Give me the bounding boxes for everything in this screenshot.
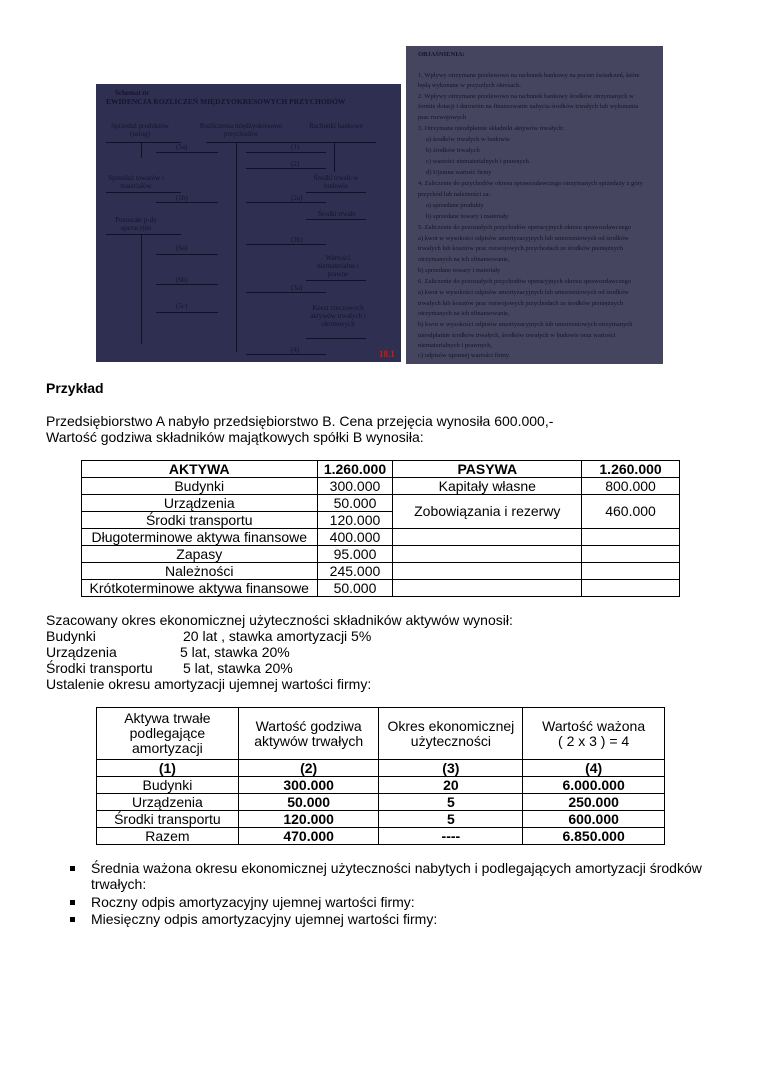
weighted-table [96, 707, 665, 845]
schema-arrow [156, 202, 218, 203]
column-number: (1) [97, 760, 239, 777]
explanations-line: c) wartości niematerialnych i prawnych [426, 158, 529, 165]
schema-line [141, 234, 142, 344]
bullet-text: Roczny odpis amortyzacyjny ujemnej wartości firmy: [91, 894, 415, 910]
schema-label: (2b) [291, 236, 303, 244]
fair-value: 120.000 [238, 811, 379, 828]
bullet-square-icon [70, 900, 75, 905]
intro-line-2: Wartość godziwa składników majątkowych spółki B wynosiła: [46, 429, 424, 445]
asset-value: 300.000 [317, 478, 393, 495]
asset-value: 50.000 [317, 580, 393, 597]
example-heading: Przykład [46, 380, 104, 396]
total-fair-value: 470.000 [238, 828, 379, 845]
explanations-line: nieodpłatnie środków trwałych, środków trwałych w budowie oraz wartości [418, 332, 616, 339]
explanations-line: otrzymanych na ich sfinansowanie, [418, 256, 510, 263]
schema-box-construction: Środki trwałe w budowie [313, 174, 359, 190]
total-life: ---- [379, 828, 523, 845]
explanations-line: d) Ujemna wartość firmy [426, 169, 492, 176]
explanations-line: 5. Zaliczenie do pozostałych przychodów operacyjnych okresu sprawozdawczego [418, 224, 631, 231]
useful-life-name: Środki transportu [46, 660, 153, 676]
explanations-line: 4. Zaliczenie do przychodów okresu sprawozdawczego otrzymanych sprzedaży z góry [418, 180, 643, 187]
table-row [97, 794, 665, 811]
asset-name: Środki transportu [82, 512, 318, 529]
total-label: Razem [97, 828, 239, 845]
explanations-line: b) środków trwałych [426, 147, 480, 154]
schema-photo [96, 84, 401, 362]
asset-name: Budynki [97, 777, 239, 794]
explanations-line: 6. Zaliczenie do pozostałych przychodów operacyjnych okresu sprawozdawczego [418, 278, 631, 285]
schema-heading: Schemat nr [115, 89, 150, 97]
total-weighted-value: 6.850.000 [523, 828, 665, 845]
empty-cell [393, 580, 582, 597]
bullet-text: Miesięczny odpis amortyzacyjny ujemnej wartości firmy: [91, 911, 438, 927]
schema-line [106, 142, 181, 143]
weighted-header: Aktywa trwałe podlegające amortyzacji [97, 708, 239, 760]
schema-arrow [246, 152, 326, 153]
asset-value: 120.000 [317, 512, 393, 529]
schema-label: (6b) [176, 276, 188, 284]
useful-life-desc: 5 lat, stawka 20% [180, 644, 290, 660]
useful-life-intro: Szacowany okres ekonomicznej użyteczności składników aktywów wynosił: [46, 612, 513, 628]
table-row [82, 546, 680, 563]
column-number: (3) [379, 760, 523, 777]
schema-col-accruals: Rozliczenia międzyokresowe przychodów [199, 122, 283, 138]
schema-line [306, 192, 366, 193]
schema-arrow [246, 292, 326, 293]
explanations-line: a) środków trwałych w budowie [426, 136, 510, 143]
fair-value: 300.000 [238, 777, 379, 794]
empty-cell [393, 563, 582, 580]
asset-name: Długoterminowe aktywa finansowe [82, 529, 318, 546]
schema-arrow [246, 168, 326, 169]
schema-col-bank: Rachunki bankowe [309, 122, 363, 130]
explanations-line: 3. Otrzymane nieodpłatnie składniki aktywów trwałych: [418, 125, 565, 132]
schema-arrow [246, 244, 326, 245]
schema-line [106, 234, 181, 235]
schema-line [306, 280, 366, 281]
table-row [82, 495, 680, 512]
balance-table [81, 460, 680, 597]
explanations-line: a) kwot w wysokości odpisów amortyzacyjnych lub umorzeniowych od środków [418, 289, 629, 296]
schema-label: (2a) [291, 194, 303, 202]
table-row [97, 777, 665, 794]
useful-life-desc: 5 lat, stawka 20% [183, 660, 293, 676]
schema-label: (4) [291, 346, 300, 354]
schema-label: (5b) [176, 194, 188, 202]
schema-line [106, 192, 181, 193]
schema-line [334, 142, 335, 172]
table-row [97, 811, 665, 828]
schema-title: EWIDENCJA ROZLICZEŃ MIĘDZYOKRESOWYCH PRZYCHODÓW [106, 97, 346, 106]
liability-value: 800.000 [582, 478, 680, 495]
explanations-line: c) odpisów ujemnej wartości firmy. [418, 352, 511, 359]
asset-name: Urządzenia [82, 495, 318, 512]
explanations-line: b) sprzedane towary i materiały [426, 213, 509, 220]
asset-name: Urządzenia [97, 794, 239, 811]
intro-line-1: Przedsiębiorstwo A nabyło przedsiębiorstwo B. Cena przejęcia wynosiła 600.000,- [46, 413, 554, 429]
useful-life-outro: Ustalenie okresu amortyzacji ujemnej wartości firmy: [46, 676, 372, 692]
schema-line [236, 142, 237, 352]
table-row [82, 478, 680, 495]
liability-value: 460.000 [582, 495, 680, 529]
column-number: (2) [238, 760, 379, 777]
asset-value: 50.000 [317, 495, 393, 512]
explanations-title: OBJAŚNIENIA: [418, 51, 465, 58]
explanations-line: trwałych lub kosztów prac rozwojowych przychodach ze środków pieniężnych [418, 245, 624, 252]
table-row [82, 529, 680, 546]
bullet-square-icon [70, 917, 75, 922]
schema-arrow [246, 202, 326, 203]
explanations-line: 1. Wpływy otrzymane przelewowo na rachunek bankowy na poczet świadczeń, które [418, 72, 640, 79]
aktywa-total: 1.260.000 [317, 461, 393, 478]
table-row [82, 580, 680, 597]
empty-cell [582, 546, 680, 563]
useful-life: 5 [379, 794, 523, 811]
bullet-text: Średnia ważona okresu ekonomicznej użyteczności nabytych i podlegających amortyzacji środków [91, 860, 702, 876]
explanations-line: otrzymanych na ich sfinansowanie, [418, 310, 510, 317]
bullet-square-icon [70, 866, 75, 871]
explanations-line: 2. Wpływy otrzymane przelewowo na rachunek bankowy środków otrzymanych w [418, 93, 634, 100]
table-row [82, 563, 680, 580]
weighted-header: Okres ekonomicznej użyteczności [379, 708, 523, 760]
pasywa-total: 1.260.000 [582, 461, 680, 478]
schema-line [306, 338, 366, 339]
column-number: (4) [523, 760, 665, 777]
schema-line [206, 142, 296, 143]
explanations-line: będą wykonane w przyszłych okresach. [418, 82, 522, 89]
schema-label: (5c) [176, 302, 188, 310]
bullet-text: trwałych: [91, 876, 147, 892]
schema-label: (1) [291, 143, 300, 151]
schema-arrow [156, 254, 218, 255]
table-row [82, 461, 680, 478]
aktywa-header: AKTYWA [82, 461, 318, 478]
asset-name: Krótkoterminowe aktywa finansowe [82, 580, 318, 597]
explanations-line: niematerialnych i prawnych, [418, 342, 493, 349]
asset-value: 95.000 [317, 546, 393, 563]
schema-label: (5a) [176, 143, 188, 151]
useful-life: 20 [379, 777, 523, 794]
schema-arrow [156, 312, 218, 313]
liability-name: Kapitały własne [393, 478, 582, 495]
empty-cell [582, 563, 680, 580]
schema-arrow [156, 284, 218, 285]
empty-cell [393, 529, 582, 546]
schema-arrow [156, 152, 218, 153]
table-row [97, 708, 665, 760]
explanations-line: przychód lub należności za: [418, 191, 491, 198]
asset-name: Budynki [82, 478, 318, 495]
explanations-line: a) kwot w wysokości odpisów amortyzacyjnych lub umorzeniowych od środków [418, 235, 629, 242]
schema-box-other: Pozostałe p-dy operacyjne [115, 216, 157, 232]
empty-cell [582, 580, 680, 597]
asset-name: Środki transportu [97, 811, 239, 828]
explanations-line: a) sprzedane produkty [426, 202, 484, 209]
weighted-header: Wartość ważona ( 2 x 3 ) = 4 [523, 708, 665, 760]
schema-box-intangibles: Wartości niematerialne i prawne [317, 254, 359, 278]
explanations-photo [406, 46, 663, 364]
empty-cell [582, 529, 680, 546]
table-row [97, 828, 665, 845]
schema-label: (3a) [291, 284, 303, 292]
useful-life-desc: 20 lat , stawka amortyzacji 5% [183, 628, 372, 644]
schema-arrow [246, 354, 326, 355]
weighted-header: Wartość godziwa aktywów trwałych [238, 708, 379, 760]
useful-life-name: Urządzenia [46, 644, 117, 660]
weighted-value: 600.000 [523, 811, 665, 828]
schema-box-goods: Sprzedaż towarów i materiałów [108, 174, 164, 190]
schema-page-number: 18.1 [379, 349, 395, 359]
explanations-line: prac rozwojowych [418, 114, 467, 121]
schema-label: (2) [291, 160, 300, 168]
useful-life: 5 [379, 811, 523, 828]
schema-line [296, 142, 376, 143]
liability-name: Zobowiązania i rezerwy [393, 495, 582, 529]
weighted-value: 6.000.000 [523, 777, 665, 794]
explanations-line: formie dotacji i darowizn na finansowanie nabycia środków trwałych lub wykonania [418, 103, 639, 110]
fair-value: 50.000 [238, 794, 379, 811]
schema-box-costs: Koszt rzeczowych aktywów trwałych i obrotowych [310, 304, 366, 328]
asset-value: 245.000 [317, 563, 393, 580]
schema-col-sales: Sprzedaż produktów (usług) [111, 122, 169, 138]
explanations-line: b) kwot w wysokości odpisów amortyzacyjnych lub umorzeniowych otrzymanych [418, 321, 633, 328]
useful-life-name: Budynki [46, 628, 96, 644]
pasywa-header: PASYWA [393, 461, 582, 478]
asset-value: 400.000 [317, 529, 393, 546]
empty-cell [393, 546, 582, 563]
schema-box-fixed-assets: Środki trwałe [318, 210, 356, 218]
asset-name: Należności [82, 563, 318, 580]
schema-label: (6a) [176, 244, 188, 252]
table-row [97, 760, 665, 777]
schema-line [141, 142, 142, 158]
explanations-line: b) sprzedane towary i materiały [418, 267, 501, 274]
explanations-line: trwałych lub kosztów prac rozwojowych przychodach ze środków pieniężnych [418, 300, 624, 307]
asset-name: Zapasy [82, 546, 318, 563]
schema-line [306, 219, 366, 220]
weighted-value: 250.000 [523, 794, 665, 811]
